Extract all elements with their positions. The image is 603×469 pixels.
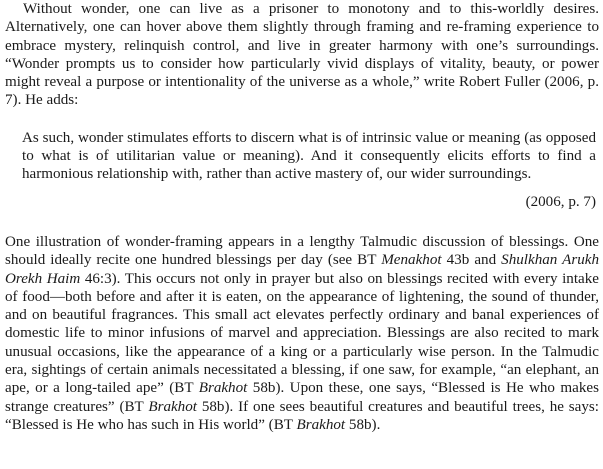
- block-quote: [22, 129, 596, 211]
- paragraph-2-italic-brakhot-2: Brakhot: [148, 398, 197, 415]
- paragraph-2-text-4: 58b). Upon these, one says, “Blessed is He who makes strange creatures” (BT: [5, 380, 599, 415]
- paragraph-2-italic-menakhot: Menakhot: [381, 252, 442, 269]
- document-page: [5, 0, 599, 434]
- paragraph-2-italic-shulkhan-arukh: Shulkhan Arukh Orekh Haim: [5, 252, 599, 287]
- paragraph-2-text-2: 43b and: [441, 252, 502, 269]
- paragraph-2-text-1: One illustration of wonder-framing appears in a lengthy Talmudic discussion of blessings. One should ideally recite one hundred blessings per day (see BT: [5, 233, 599, 269]
- paragraph-1-text: Without wonder, one can live as a prisoner to monotony and to this-worldly desires. Alternatively, one can hover above them slightly through framing and re-framing experience to embrace mystery, relinquish control, and live in greater harmony with one’s surroundings. “Wonder prompts us to consider how particularly vivid displays of vitality, beauty, or power might reveal a purpose or intentionality of the universe as a whole,” write Robert Fuller (2006, p. 7). He adds:: [5, 1, 599, 109]
- paragraph-wonder-intro: [5, 0, 599, 110]
- block-quote-citation: (2006, p. 7): [525, 193, 596, 210]
- paragraph-2-italic-brakhot-1: Brakhot: [198, 380, 248, 397]
- paragraph-2-text-6: 58b).: [345, 416, 381, 433]
- paragraph-wonder-framing: [5, 233, 599, 434]
- paragraph-2-text-5: 58b). If one sees beautiful creatures and beautiful trees, he says: “Blessed is He who has such in His world” (BT: [5, 398, 599, 433]
- block-quote-text: As such, wonder stimulates efforts to discern what is of intrinsic value or meaning (as opposed to what is of utilitarian value or meaning). And it consequently elicits efforts to find a harmonious relationship with, rather than active mastery of, our wider surroundings.: [22, 129, 596, 183]
- paragraph-2-text-3: 46:3). This occurs not only in prayer but also on blessings recited with every intake of food—both before and after it is eaten, on the appearance of lightening, the sound of thunder, and on beautiful fragrances. This small act elevates perfectly ordinary and banal experiences of domestic life to minor infusions of marvel and appreciation. Blessings are also recited to mark unusual occasions, like the appearance of a king or a particularly wise person. In the Talmudic era, sightings of certain animals necessitated a blessing, if one saw, for example, “an elephant, an ape, or a long-tailed ape” (BT: [5, 270, 599, 397]
- paragraph-2-italic-brakhot-3: Brakhot: [296, 416, 346, 433]
